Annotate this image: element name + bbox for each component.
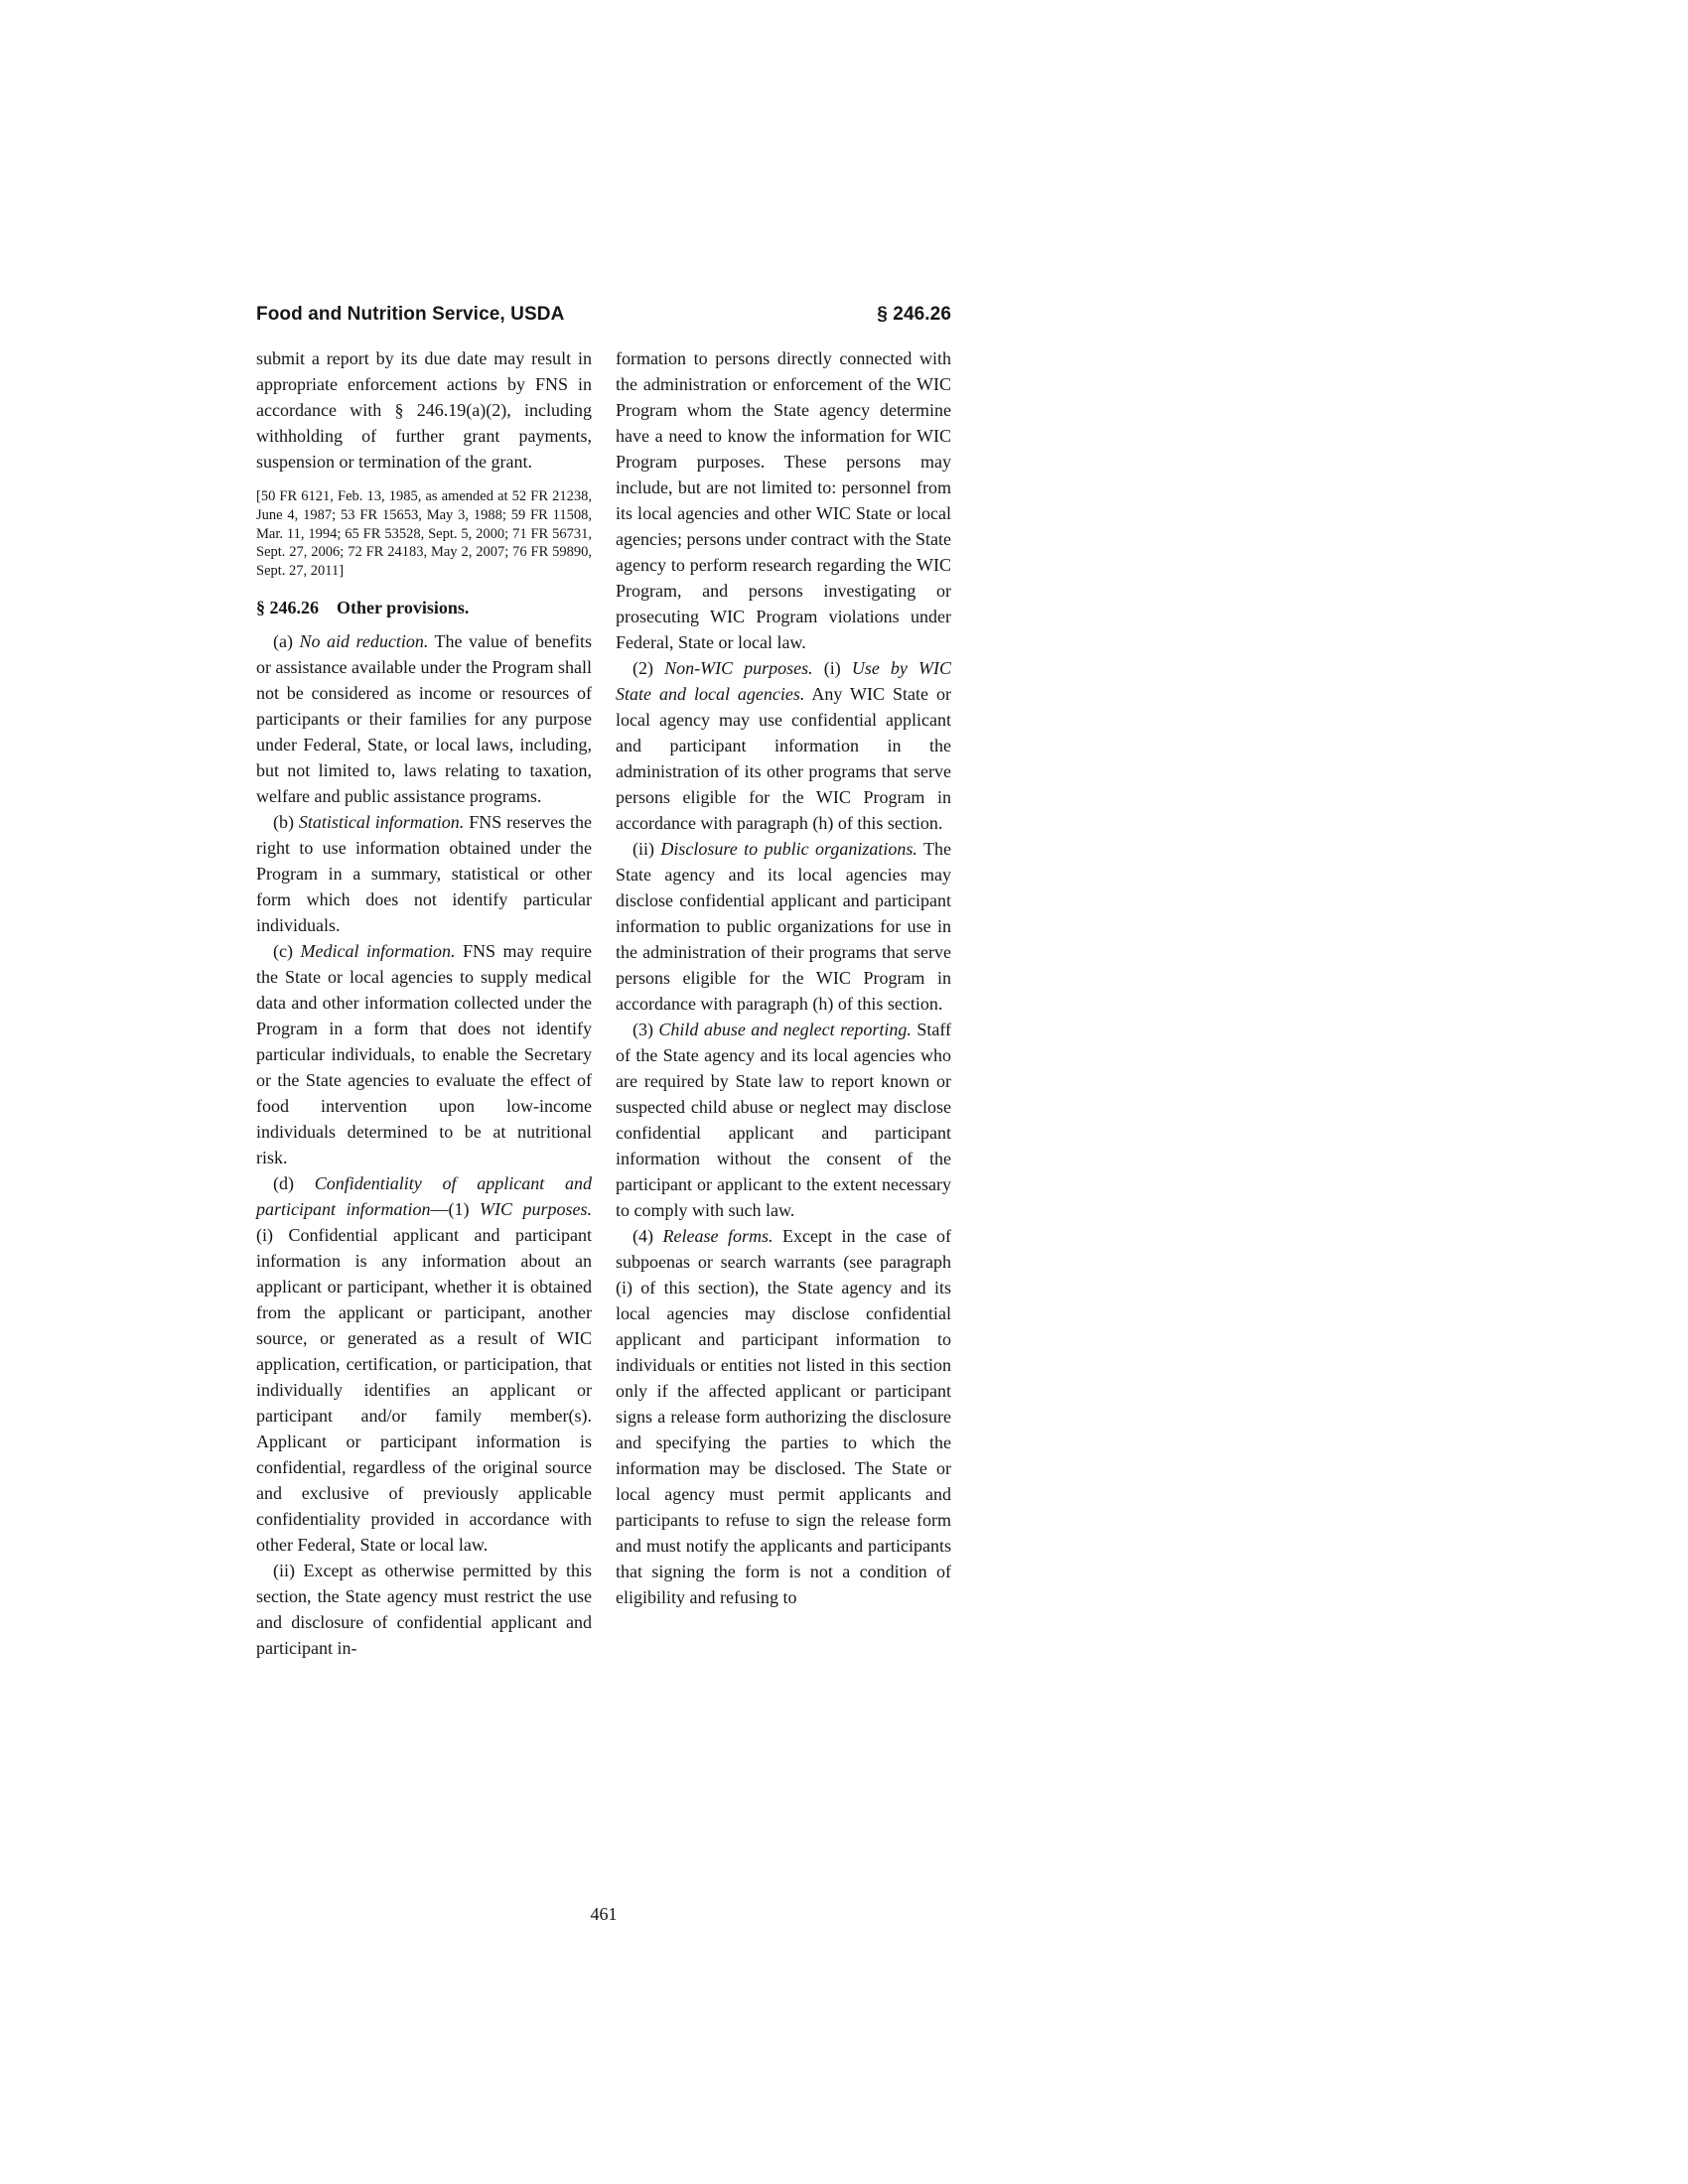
- text-segment: (3): [633, 1020, 659, 1039]
- text-segment: Staff of the State agency and its local agencies who are required by State law to report known or suspected child abuse or neglect may disclose confidential applicant and participant information without the consent of the participant or applicant to the extent necessary to comply with such law.: [616, 1020, 951, 1220]
- text-segment: Disclosure to public organizations.: [660, 839, 917, 859]
- text-segment: No aid reduction.: [299, 630, 429, 651]
- text-segment: FNS may require the State or local agencies to supply medical data and other information collected under the Program in a form that does not identify particular individuals, to enable the Secretary or the State agencies to evaluate the effect of food intervention upon low-income individuals determined to be at nutritional risk.: [256, 940, 593, 1167]
- text-segment: § 246.26 Other provisions.: [256, 597, 470, 617]
- paragraph: [256, 809, 592, 938]
- text-segment: (a): [273, 630, 300, 651]
- paragraph: [256, 1170, 592, 1558]
- text-segment: WIC purposes.: [480, 1198, 592, 1219]
- paragraph: [616, 345, 951, 655]
- page-number: 461: [590, 1904, 618, 1924]
- text-segment: Medical information.: [300, 940, 456, 961]
- text-segment: Statistical information.: [298, 811, 465, 832]
- running-head-left: Food and Nutrition Service, USDA: [256, 304, 565, 325]
- paragraph: [256, 1558, 592, 1661]
- text-columns: [256, 345, 951, 1661]
- text-segment: (ii): [633, 839, 661, 859]
- text-segment: (i): [812, 658, 852, 678]
- text-segment: The value of benefits or assistance available under the Program shall not be considered as income or resources of participants or their families for any purpose under Federal, State, or local laws, including, but not limited to, laws relating to taxation, welfare and public assistance programs.: [256, 630, 592, 806]
- text-segment: Child abuse and neglect reporting.: [658, 1020, 912, 1039]
- left-column: [256, 345, 592, 1661]
- text-segment: The State agency and its local agencies may disclose confidential applicant and participant information to public organizations for use in the administration of their programs that serve persons eligible for the WIC Program in accordance with paragraph (h) of this section.: [616, 839, 951, 1014]
- text-segment: Use by WIC State and local agencies.: [616, 658, 951, 704]
- text-segment: submit a report by its due date may result in appropriate enforcement actions by FNS in accordance with § 246.19(a)(2), including withholding of further grant payments, suspension or termination of the grant.: [256, 348, 592, 472]
- section-heading: [256, 596, 592, 619]
- text-segment: —(1): [430, 1198, 480, 1219]
- text-segment: (b): [273, 811, 299, 832]
- page-content: [256, 304, 951, 1661]
- paragraph: [256, 345, 592, 475]
- text-segment: Except in the case of subpoenas or search warrants (see paragraph (i) of this section), the State agency and its local agencies may disclose confidential applicant and participant information to individuals or entities not listed in this section only if the affected applicant or participant signs a release form authorizing the disclosure and specifying the parties to which the information may be disclosed. The State or local agency must permit applicants and participants to refuse to sign the release form and must notify the applicants and participants that signing the form is not a condition of eligibility and refusing to: [616, 1226, 951, 1607]
- paragraph: [616, 836, 951, 1017]
- text-segment: formation to persons directly connected with the administration or enforcement of the WIC Program whom the State agency determine have a need to know the information for WIC Program purposes. These persons may include, but are not limited to: personnel from its local agencies and other WIC State or local agencies; persons under contract with the State agency to perform research regarding the WIC Program, and persons investigating or prosecuting WIC Program violations under Federal, State or local law.: [616, 348, 951, 652]
- text-segment: (d): [273, 1172, 315, 1193]
- paragraph: [256, 938, 592, 1170]
- citation-note: [256, 487, 592, 581]
- text-segment: (ii) Except as otherwise permitted by this section, the State agency must restrict the use and disclosure of confidential applicant and participant in-: [256, 1560, 592, 1658]
- text-segment: [50 FR 6121, Feb. 13, 1985, as amended at 52 FR 21238, June 4, 1987; 53 FR 15653, May 3, 1988; 59 FR 11508, Mar. 11, 1994; 65 FR 53528, Sept. 5, 2000; 71 FR 56731, Sept. 27, 2006; 72 FR 24183, May 2, 2007; 76 FR 59890, Sept. 27, 2011]: [256, 488, 592, 580]
- running-head: [256, 304, 951, 326]
- text-segment: Release forms.: [662, 1226, 774, 1246]
- text-segment: FNS reserves the right to use information obtained under the Program in a summary, statistical or other form which does not identify particular individuals.: [256, 811, 592, 935]
- text-segment: (2): [633, 658, 665, 678]
- running-head-right: § 246.26: [877, 304, 951, 325]
- text-segment: Non-WIC purposes.: [664, 658, 813, 678]
- right-column: [616, 345, 951, 1661]
- text-segment: (c): [273, 940, 301, 961]
- paragraph: [616, 655, 951, 836]
- text-segment: (i) Confidential applicant and participant information is any information about an applicant or participant, whether it is obtained from the applicant or participant, another source, or generated as a result of WIC application, certification, or participation, that individually identifies an applicant or participant and/or family member(s). Applicant or participant information is confidential, regardless of the original source and exclusive of previously applicable confidentiality provided in accordance with other Federal, State or local law.: [256, 1224, 592, 1555]
- text-segment: Any WIC State or local agency may use confidential applicant and participant information in the administration of its other programs that serve persons eligible for the WIC Program in accordance with paragraph (h) of this section.: [616, 684, 951, 833]
- paragraph: [616, 1223, 951, 1610]
- paragraph: [256, 628, 592, 809]
- text-segment: Confidentiality of applicant and participant information: [256, 1172, 592, 1219]
- paragraph: [616, 1017, 951, 1223]
- text-segment: (4): [633, 1226, 663, 1246]
